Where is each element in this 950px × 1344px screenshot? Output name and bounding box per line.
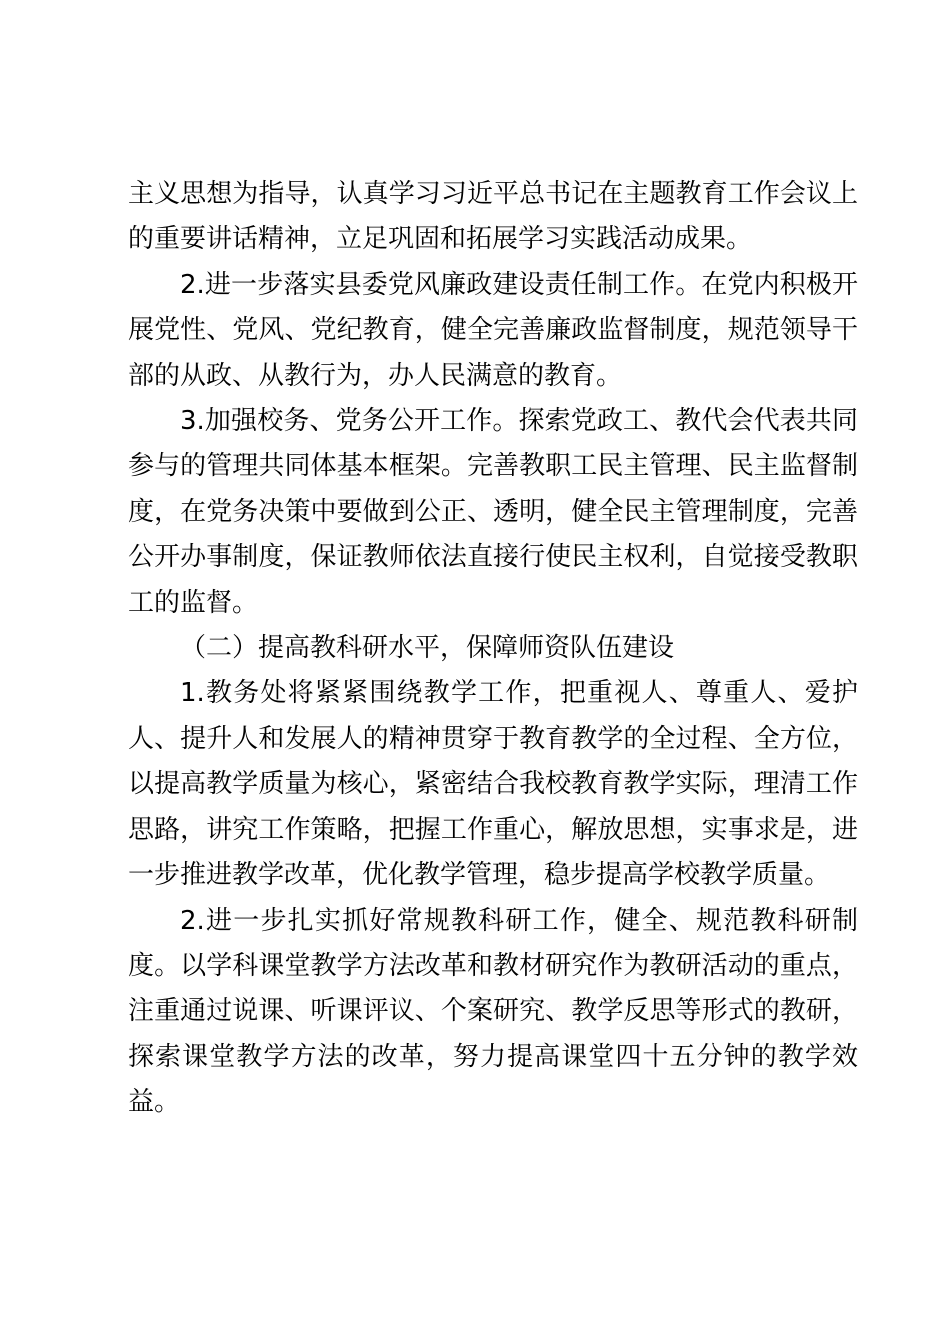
paragraph-item-3-affairs-disclosure: 3.加强校务、党务公开工作。探索党政工、教代会代表共同参与的管理共同体基本框架。完善教职工民主管理、民主监督制度，在党务决策中要做到公正、透明，健全民主管理制度，完善公开办事制度，保证教师依法直接行使民主权利，自觉接受教职工的监督。 bbox=[128, 406, 858, 618]
paragraph-continuation: 主义思想为指导，认真学习习近平总书记在主题教育工作会议上的重要讲话精神，立足巩固和拓展学习实践活动成果。 bbox=[128, 179, 858, 255]
paragraph-item-2-party-conduct: 2.进一步落实县委党风廉政建设责任制工作。在党内积极开展党性、党风、党纪教育，健全完善廉政监督制度，规范领导干部的从政、从教行为，办人民满意的教育。 bbox=[128, 269, 858, 391]
document-body bbox=[128, 172, 858, 1126]
paragraph-item-1-academic-affairs: 1.教务处将紧紧围绕教学工作，把重视人、尊重人、爱护人、提升人和发展人的精神贯穿于教育教学的全过程、全方位，以提高教学质量为核心，紧密结合我校教育教学实际，理清工作思路，讲究工作策略，把握工作重心，解放思想，实事求是，进一步推进教学改革，优化教学管理，稳步提高学校教学质量。 bbox=[128, 678, 858, 891]
section-heading-teaching-research: （二）提高教科研水平，保障师资队伍建设 bbox=[180, 633, 675, 664]
paragraph-item-2-teaching-research: 2.进一步扎实抓好常规教科研工作，健全、规范教科研制度。以学科课堂教学方法改革和教材研究作为教研活动的重点，注重通过说课、听课评议、个案研究、教学反思等形式的教研，探索课堂教学方法的改革，努力提高课堂四十五分钟的教学效益。 bbox=[128, 905, 858, 1118]
